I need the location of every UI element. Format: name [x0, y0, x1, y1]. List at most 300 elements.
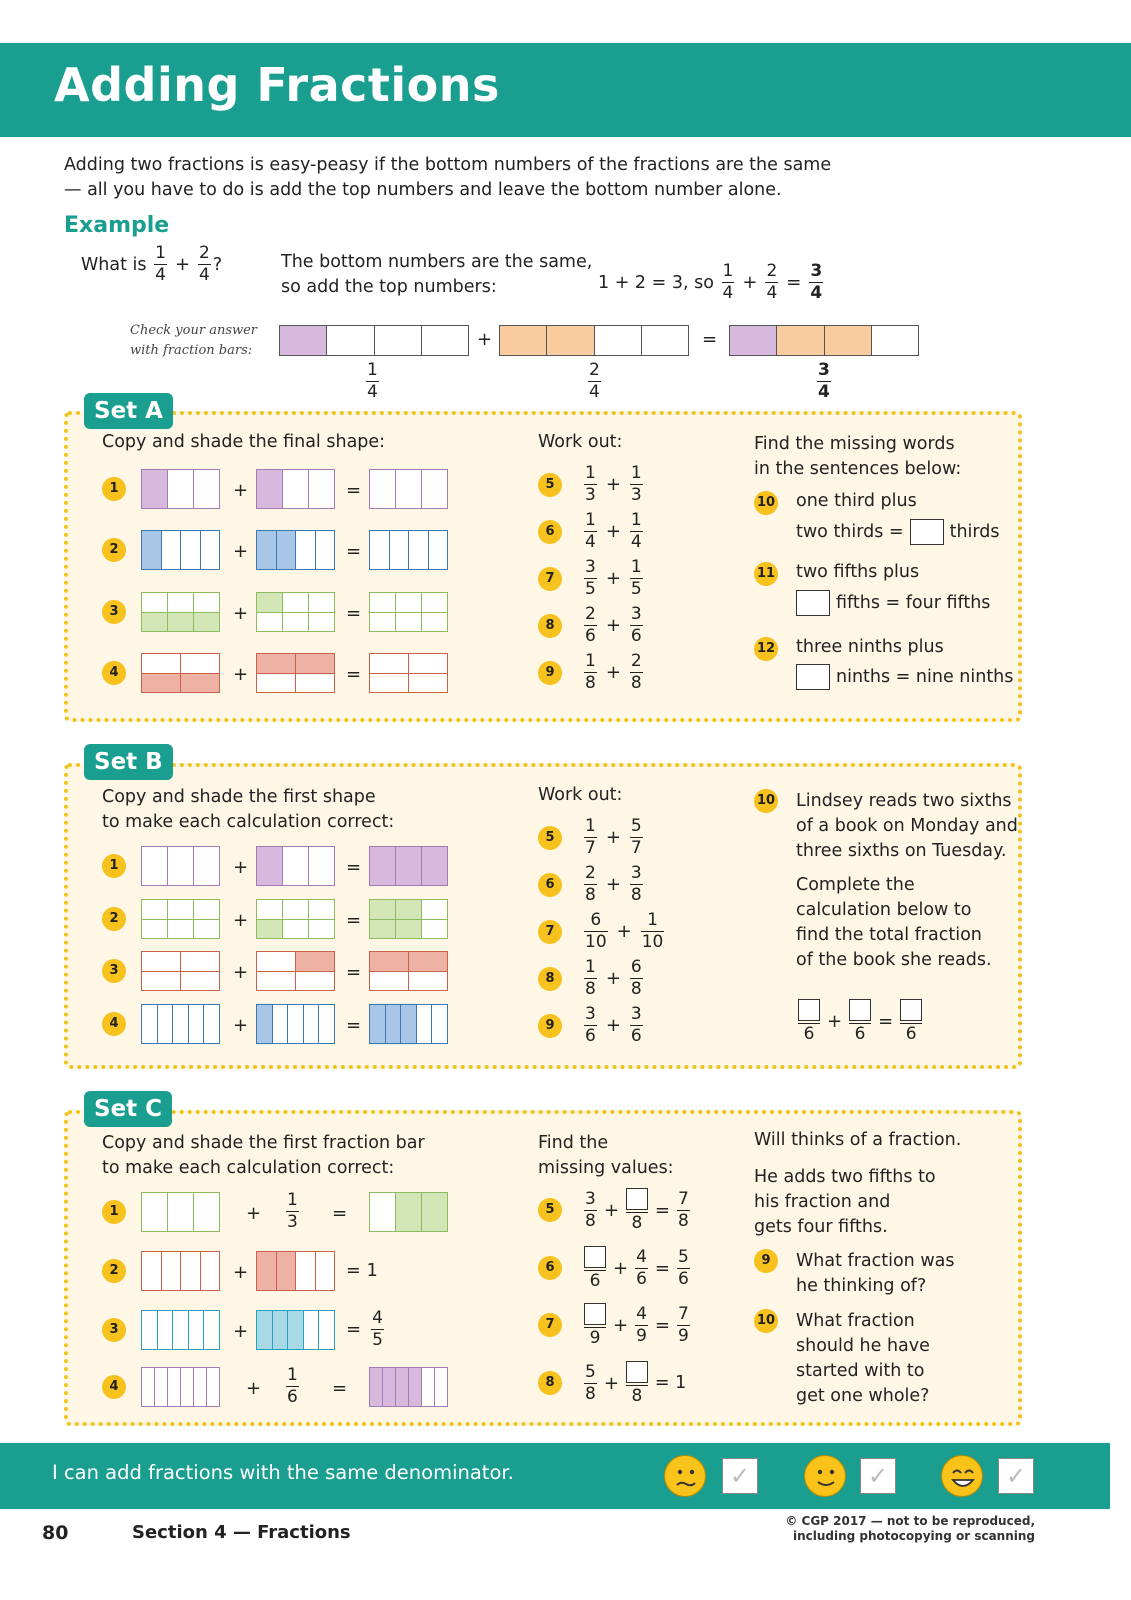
shape-cell [168, 593, 194, 612]
shape-cell [396, 900, 422, 919]
answer-box[interactable] [910, 519, 944, 545]
bar-cell [547, 326, 594, 355]
tick-box[interactable]: ✓ [860, 1458, 896, 1494]
shape-cell [194, 847, 219, 885]
example-question-prefix: What is [81, 254, 147, 275]
denominator: 6 [585, 1026, 596, 1046]
intro-line-1: Adding two fractions is easy-peasy if the bottom numbers of the fractions are the same [64, 155, 832, 175]
shape-cell [257, 593, 283, 612]
shape-b1-second [256, 846, 335, 886]
example-bar-three-quarters [729, 325, 919, 356]
missing-value-item [538, 1303, 692, 1347]
example-bar-two-quarters [499, 325, 689, 356]
shape-cell [386, 1005, 402, 1043]
numerator: 1 [630, 463, 642, 483]
shape-cell [257, 972, 296, 991]
question-number: 2 [102, 907, 126, 931]
shape-cell [396, 470, 422, 508]
bar-cell [396, 1368, 409, 1406]
plus-sign: + [233, 1262, 249, 1283]
shape-cell [396, 920, 422, 939]
shape-a1-answer[interactable] [369, 469, 448, 509]
shape-cell [257, 920, 283, 939]
shape-cell [283, 847, 309, 885]
numerator: 1 [647, 910, 658, 930]
bar-cell [142, 1252, 162, 1290]
denominator: 6 [803, 1024, 815, 1044]
workout-item [538, 912, 666, 951]
fraction [154, 245, 167, 284]
shape-cell [309, 470, 334, 508]
shape-cell [142, 847, 168, 885]
shape-cell [142, 952, 181, 971]
workout-item [538, 1006, 645, 1045]
fraction [798, 999, 820, 1043]
shape-cell [181, 972, 219, 991]
bar-c1-result [369, 1192, 448, 1232]
numerator: 2 [630, 651, 642, 671]
example-question [81, 245, 222, 284]
numerator: 1 [367, 360, 378, 380]
bar-cell [375, 326, 422, 355]
denominator: 8 [585, 1383, 596, 1404]
shape-cell [257, 952, 296, 971]
shape-cell [194, 470, 219, 508]
bar-cell [825, 326, 872, 355]
plus-sign: + [233, 480, 249, 501]
denominator: 8 [585, 673, 596, 693]
plus-sign: + [233, 541, 249, 562]
story-line: Lindsey reads two sixths [796, 791, 1012, 811]
bar-cell [327, 326, 374, 355]
plus-sign: + [246, 1203, 262, 1224]
plus-sign: + [174, 254, 191, 275]
example-calculation [598, 263, 825, 302]
question-number: 6 [538, 520, 562, 544]
shape-cell [283, 900, 309, 919]
equals-sign: = [346, 910, 362, 931]
denominator: 6 [585, 626, 596, 646]
shape-cell [142, 613, 168, 632]
fraction [641, 912, 665, 951]
heading-line-1: Find the missing words [754, 434, 955, 454]
shape-cell [257, 674, 296, 693]
shape-cell [194, 900, 219, 919]
bar-cell [168, 1193, 194, 1231]
answer-box[interactable] [584, 1246, 606, 1268]
bar-c3-first[interactable] [141, 1310, 220, 1350]
shape-cell [429, 531, 448, 569]
bar-cell [277, 1252, 297, 1290]
workout-item [538, 959, 645, 998]
intro-text [64, 153, 1044, 203]
denominator: 4 [155, 265, 166, 285]
fraction [849, 999, 871, 1043]
shape-cell [273, 1005, 289, 1043]
bar-cell [201, 1252, 220, 1290]
fraction [584, 559, 597, 598]
numerator: 4 [636, 1303, 647, 1324]
shape-cell [422, 470, 447, 508]
unsure-face-icon[interactable] [664, 1455, 706, 1497]
denominator: 6 [589, 1271, 601, 1291]
bar-cell [158, 1311, 174, 1349]
answer-box[interactable] [626, 1188, 648, 1210]
shape-cell [422, 613, 447, 632]
neutral-face-icon[interactable] [804, 1455, 846, 1497]
set-b-workout-heading: Work out: [538, 785, 623, 805]
denominator: 4 [722, 283, 734, 303]
denominator: 7 [630, 838, 642, 858]
equals-sign: = [346, 480, 362, 501]
fraction [584, 912, 608, 951]
fraction [630, 465, 643, 504]
sentence-11-line-2 [796, 590, 990, 616]
question-number: 4 [102, 661, 126, 685]
numerator: 5 [678, 1246, 689, 1267]
set-c-missing-heading [538, 1131, 674, 1181]
bar-c2-first[interactable] [141, 1251, 220, 1291]
sentence-12-line-2 [796, 664, 1013, 690]
shape-cell [194, 920, 219, 939]
result-whole [346, 1261, 378, 1281]
bar-cell [168, 1368, 181, 1406]
fraction [677, 1303, 690, 1346]
question-number: 8 [538, 1371, 562, 1395]
intro-line-2: — all you have to do is add the top numbers and leave the bottom number alone. [64, 180, 782, 200]
denominator: 10 [641, 932, 664, 952]
page-number: 80 [42, 1522, 69, 1544]
fraction [584, 465, 597, 504]
fraction [900, 999, 922, 1043]
tick-box[interactable]: ✓ [722, 1458, 758, 1494]
shape-cell [422, 900, 447, 919]
shape-cell [370, 613, 396, 632]
plus-sign: + [233, 664, 249, 685]
bar-cell [422, 1193, 447, 1231]
shape-cell [370, 1005, 386, 1043]
numerator: 2 [585, 863, 596, 883]
lindsey-calculation [796, 999, 924, 1043]
numerator: 5 [585, 1361, 596, 1382]
denominator: 8 [678, 1210, 689, 1231]
numerator: 4 [372, 1308, 383, 1328]
shape-cell [283, 470, 309, 508]
shape-cell [396, 613, 422, 632]
shape-cell [370, 900, 396, 919]
bar-cell [181, 1252, 201, 1290]
shape-cell [142, 470, 168, 508]
set-b-label: Set B [84, 744, 173, 780]
shape-a3-answer[interactable] [369, 592, 448, 632]
question-number: 11 [754, 562, 778, 586]
denominator: 5 [372, 1330, 383, 1350]
shape-cell [401, 1005, 417, 1043]
denominator: 5 [630, 579, 642, 599]
shape-a1-second [256, 469, 335, 509]
plus-sign: + [605, 662, 621, 683]
fraction [584, 959, 597, 998]
numerator: 2 [585, 604, 596, 624]
denominator: 6 [636, 1268, 647, 1289]
bar-cell [142, 1311, 158, 1349]
plus-sign: + [233, 1321, 249, 1342]
numerator: 6 [630, 957, 642, 977]
bar-cell [777, 326, 824, 355]
shape-a4-answer[interactable] [369, 653, 448, 693]
numerator: 3 [585, 557, 596, 577]
example-question-suffix: ? [212, 254, 223, 275]
fraction [630, 653, 643, 692]
denominator: 4 [766, 283, 778, 303]
example-label: Example [64, 213, 170, 238]
instruction-line-1: Copy and shade the first shape [102, 787, 376, 807]
shape-b3-first[interactable] [141, 951, 220, 991]
question-number: 9 [538, 1014, 562, 1038]
story-line: three sixths on Tuesday. [796, 841, 1007, 861]
sentence-12-line-1: three ninths plus [796, 637, 944, 657]
answer-box[interactable] [900, 999, 922, 1021]
shape-cell [201, 531, 220, 569]
workout-item [538, 559, 645, 598]
equals-sign: = [654, 1314, 671, 1336]
denominator: 8 [585, 885, 596, 905]
bar-cell [257, 1311, 273, 1349]
bar-c1-first[interactable] [141, 1192, 220, 1232]
shape-cell [288, 1005, 304, 1043]
answer-box[interactable] [796, 664, 830, 690]
plus-sign: + [233, 910, 249, 931]
denominator: 8 [630, 885, 642, 905]
plus-sign: + [233, 857, 249, 878]
sentence-10-line-2 [796, 519, 1000, 545]
denominator: 4 [199, 265, 210, 285]
numerator: 1 [585, 816, 596, 836]
question-line: should he have [796, 1336, 930, 1356]
fraction [584, 653, 597, 692]
equals-sign: = [346, 603, 362, 624]
fraction [584, 1303, 606, 1347]
shape-cell [142, 593, 168, 612]
shape-cell [409, 531, 429, 569]
shape-b2-result [369, 899, 448, 939]
shape-cell [396, 593, 422, 612]
denominator: 3 [585, 485, 596, 505]
result-whole: = 1 [654, 1373, 687, 1393]
bar-cell [189, 1311, 205, 1349]
shape-cell [409, 674, 447, 693]
result-value: 1 [366, 1261, 378, 1281]
answer-box[interactable] [849, 999, 871, 1021]
question-number: 10 [754, 789, 778, 813]
shape-b1-first[interactable] [141, 846, 220, 886]
shape-cell [309, 613, 334, 632]
lindsey-task [796, 873, 992, 973]
fraction [630, 606, 643, 645]
shape-b2-first[interactable] [141, 899, 220, 939]
fraction [584, 1246, 606, 1290]
denominator: 9 [636, 1325, 647, 1346]
check-note [130, 321, 257, 361]
denominator: 8 [630, 979, 642, 999]
denominator: 3 [287, 1212, 298, 1232]
bar-cell [288, 1311, 304, 1349]
denominator: 3 [630, 485, 642, 505]
equals-sign: = [346, 962, 362, 983]
shape-cell [296, 952, 334, 971]
bar-cell [162, 1252, 182, 1290]
question-number: 7 [538, 920, 562, 944]
numerator: 1 [585, 651, 596, 671]
bar-cell [370, 1193, 396, 1231]
bar-c4-first[interactable] [141, 1367, 220, 1407]
set-a-missing-words-heading [754, 432, 961, 482]
sentence-text: fifths = four fifths [836, 593, 991, 613]
copyright [700, 1514, 1035, 1544]
numerator: 2 [766, 261, 778, 281]
shape-cell [319, 1005, 334, 1043]
numerator: 1 [630, 510, 642, 530]
fraction [630, 865, 643, 904]
numerator: 3 [630, 604, 642, 624]
numerator: 5 [630, 816, 642, 836]
answer-box[interactable] [626, 1361, 648, 1383]
bar-cell [409, 1368, 422, 1406]
shape-cell [204, 1005, 219, 1043]
shape-cell [142, 674, 181, 693]
numerator: 3 [630, 1004, 642, 1024]
sentence-10-line-1: one third plus [796, 491, 917, 511]
explanation-line-2: so add the top numbers: [281, 277, 497, 297]
workout-item [538, 865, 645, 904]
shape-cell [296, 531, 316, 569]
shape-a2-answer[interactable] [369, 530, 448, 570]
equals-sign: = [878, 1010, 894, 1032]
denominator: 4 [367, 382, 378, 402]
denominator: 8 [585, 979, 596, 999]
plus-sign: + [233, 1015, 249, 1036]
shape-cell [422, 847, 447, 885]
shape-cell [181, 674, 219, 693]
lindsey-story [796, 789, 1018, 864]
bar-label-fraction [364, 362, 381, 401]
shape-cell [168, 900, 194, 919]
numerator: 1 [585, 463, 596, 483]
numerator: 3 [818, 360, 830, 380]
fraction [677, 1246, 690, 1289]
numerator: 1 [630, 557, 642, 577]
denominator: 4 [630, 532, 642, 552]
denominator: 8 [631, 1386, 643, 1406]
denominator: 6 [905, 1024, 917, 1044]
numerator: 4 [636, 1246, 647, 1267]
shape-cell [168, 613, 194, 632]
shape-cell [422, 920, 447, 939]
question-line: get one whole? [796, 1386, 930, 1406]
bar-cell [730, 326, 777, 355]
shape-cell [432, 1005, 447, 1043]
shape-cell [283, 920, 309, 939]
question-number: 3 [102, 1318, 126, 1342]
question-number: 2 [102, 1259, 126, 1283]
shape-cell [370, 920, 396, 939]
shape-cell [257, 531, 277, 569]
bar-cell [207, 1368, 219, 1406]
equals-sign: = [786, 272, 802, 293]
equals-sign: = [346, 1261, 361, 1281]
bar-cell [319, 1311, 334, 1349]
bar-cell [595, 326, 642, 355]
shape-b4-second [256, 1004, 335, 1044]
workout-item [538, 606, 645, 645]
answer-box[interactable] [796, 590, 830, 616]
denominator: 10 [585, 932, 607, 952]
bar-cell [370, 1368, 383, 1406]
bar-cell [383, 1368, 396, 1406]
question-number: 6 [538, 873, 562, 897]
happy-face-icon[interactable] [941, 1455, 983, 1497]
shape-cell [309, 920, 334, 939]
answer-box[interactable] [584, 1303, 606, 1325]
denominator: 4 [585, 532, 596, 552]
question-number: 4 [102, 1012, 126, 1036]
bar-cell [181, 1368, 194, 1406]
fraction [584, 1006, 597, 1045]
shape-cell [304, 1005, 320, 1043]
fraction [630, 512, 643, 551]
tick-box[interactable]: ✓ [998, 1458, 1034, 1494]
numerator: 3 [585, 1004, 596, 1024]
question-number: 8 [538, 967, 562, 991]
question-number: 12 [754, 637, 778, 661]
set-a-instruction: Copy and shade the final shape: [102, 432, 386, 452]
plus-sign: + [603, 1372, 619, 1394]
fraction [584, 1188, 597, 1231]
denominator: 4 [589, 382, 600, 402]
fraction [635, 1246, 648, 1289]
question-number: 5 [538, 473, 562, 497]
will-story [754, 1165, 936, 1240]
workout-item [538, 512, 645, 551]
question-number: 1 [102, 1200, 126, 1224]
plus-sign: + [616, 921, 632, 942]
answer-box[interactable] [798, 999, 820, 1021]
shape-cell [257, 900, 283, 919]
copyright-line-1: © CGP 2017 — not to be reproduced, [785, 1514, 1035, 1528]
set-c-label: Set C [84, 1091, 172, 1127]
denominator: 7 [585, 838, 596, 858]
shape-cell [181, 952, 219, 971]
fraction [630, 1006, 643, 1045]
shape-b4-first[interactable] [141, 1004, 220, 1044]
story-line: his fraction and [754, 1192, 891, 1212]
shape-cell [142, 531, 162, 569]
fraction [635, 1303, 648, 1346]
shape-cell [168, 470, 194, 508]
sentence-text: two thirds = [796, 522, 904, 542]
question-line: he thinking of? [796, 1276, 927, 1296]
shape-cell [181, 654, 219, 673]
workout-item [538, 653, 645, 692]
equals-sign: = [332, 1378, 348, 1399]
shape-cell [168, 920, 194, 939]
bar-cell [642, 326, 688, 355]
bar-c3-second [256, 1310, 335, 1350]
example-explanation [281, 250, 592, 300]
bar-cell [280, 326, 327, 355]
shape-cell [142, 972, 181, 991]
shape-cell [417, 1005, 433, 1043]
